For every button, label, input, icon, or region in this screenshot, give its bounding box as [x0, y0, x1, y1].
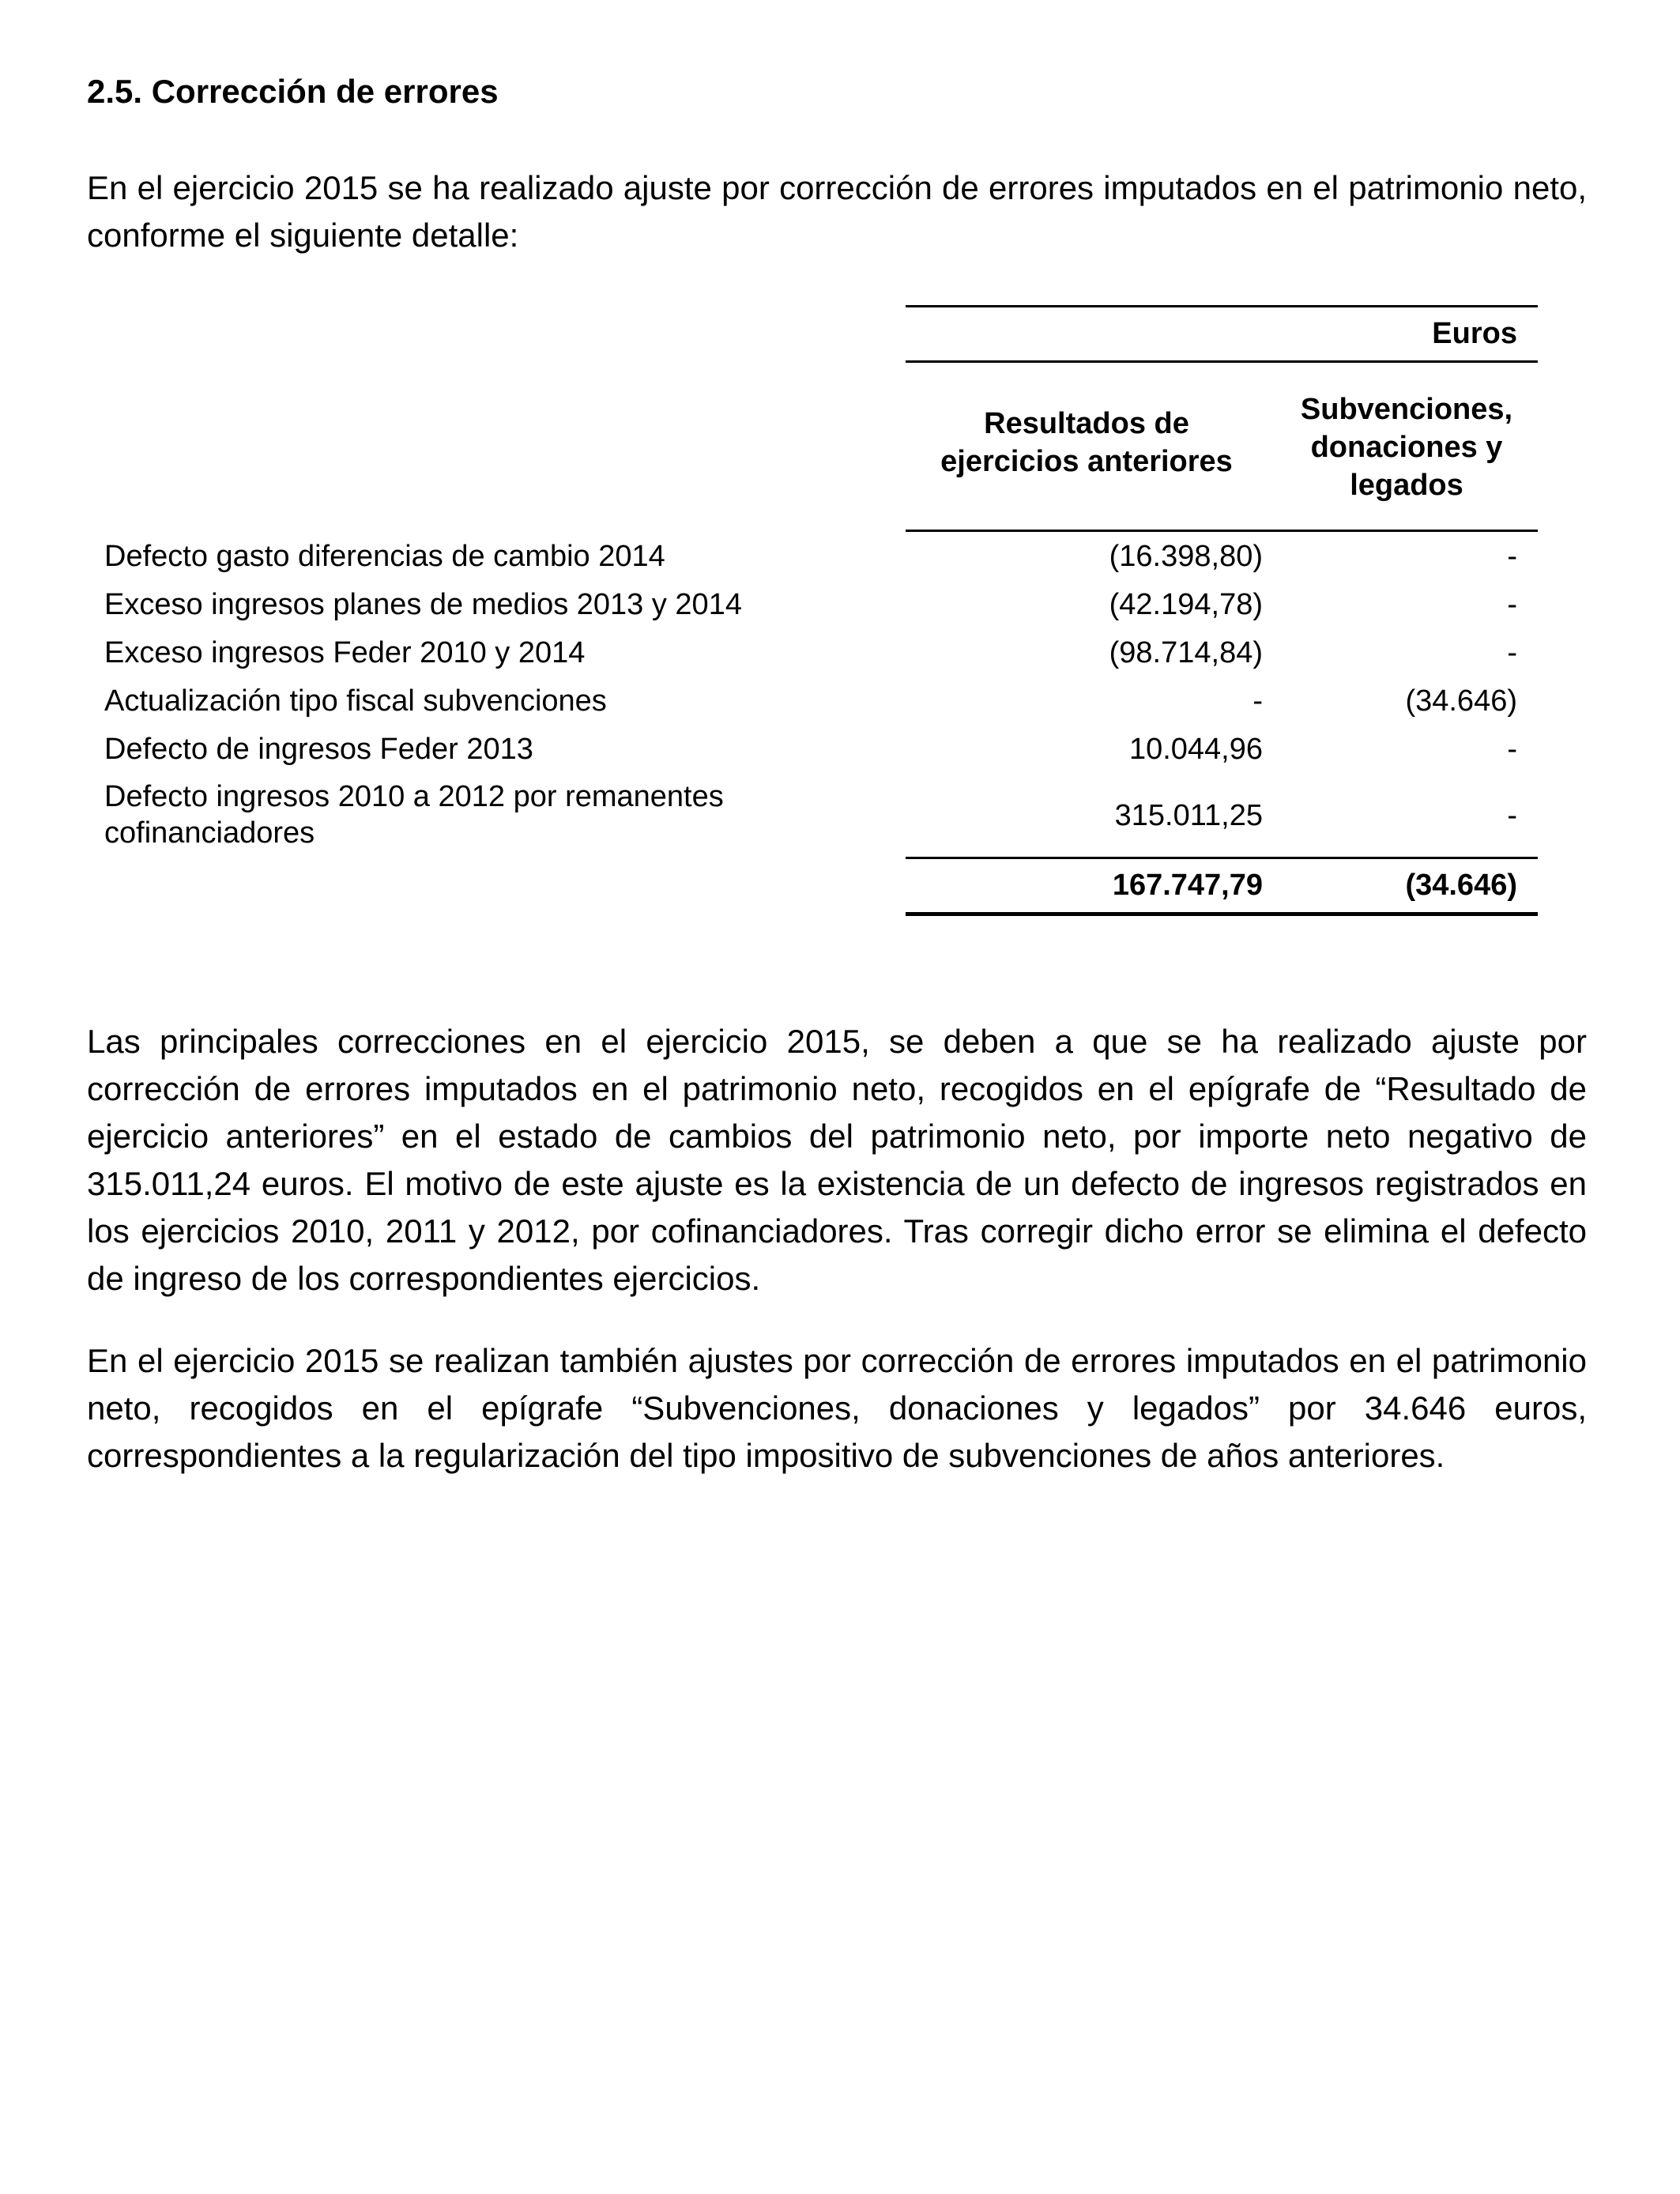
total-col1: 167.747,79: [1112, 869, 1263, 902]
col2-header: Subvenciones, donaciones y legados: [1300, 393, 1513, 502]
row-label: Defecto de ingresos Feder 2013: [104, 733, 533, 766]
row-col2: -: [1507, 636, 1517, 669]
row-col2: -: [1507, 540, 1517, 573]
section-title: 2.5. Corrección de errores: [87, 73, 499, 110]
total-col2: (34.646): [1405, 869, 1517, 902]
row-label: Defecto gasto diferencias de cambio 2014: [104, 540, 665, 573]
col1-header: Resultados de ejercicios anteriores: [940, 407, 1233, 478]
row-label-line2: cofinanciadores: [104, 816, 315, 850]
explanation-paragraph: Las principales correcciones en el ejercicio 2015, se deben a que se ha realizado ajuste por corrección de errores imputados en el patrimonio neto, recogidos en el epígrafe de “Resultado de ejercicio anteriores” en el estado de cambios del patrimonio neto, por importe neto negativo de 315.011,24 euros. El motivo de este ajuste es la existencia de un defecto de ingresos registrados en los ejercicios 2010, 2011 y 2012, por cofinanciadores. Tras corregir dicho error se elimina el defecto de ingreso de los correspondientes ejercicios.: [87, 1023, 1587, 1297]
subsidies-paragraph: En el ejercicio 2015 se realizan también ajustes por corrección de errores imputados en el patrimonio neto, recogidos en el epígrafe “Subvenciones, donaciones y legados” por 34.646 euros, correspondientes a la regularización del tipo impositivo de subvenciones de años anteriores.: [87, 1342, 1587, 1474]
row-col1: 10.044,96: [1128, 733, 1263, 766]
row-col2: -: [1507, 799, 1517, 832]
row-label: Actualización tipo fiscal subvenciones: [104, 684, 607, 718]
total-top-rule: [906, 857, 1538, 859]
header-bottom-rule: [906, 530, 1538, 532]
row-col1: (42.194,78): [1109, 588, 1263, 621]
table-top-rule: [906, 305, 1538, 307]
row-col2: (34.646): [1405, 684, 1517, 718]
intro-paragraph: En el ejercicio 2015 se ha realizado ajuste por corrección de errores imputados en el patrimonio neto, conforme el siguiente detalle:: [87, 169, 1587, 254]
row-label-line1: Defecto ingresos 2010 a 2012 por remanentes: [104, 780, 724, 813]
row-col2: -: [1507, 733, 1517, 766]
corrections-table: [0, 0, 1680, 948]
row-col1: 315.011,25: [1114, 799, 1263, 832]
total-bottom-rule: [906, 912, 1538, 916]
row-col2: -: [1507, 588, 1517, 621]
unit-header: Euros: [1432, 317, 1517, 350]
unit-header-rule: [906, 360, 1538, 363]
row-col1: (16.398,80): [1109, 540, 1263, 573]
row-label: Exceso ingresos planes de medios 2013 y 2014: [104, 588, 742, 621]
row-label: Exceso ingresos Feder 2010 y 2014: [104, 636, 586, 669]
row-col1: -: [1252, 684, 1263, 718]
row-col1: (98.714,84): [1109, 636, 1263, 669]
